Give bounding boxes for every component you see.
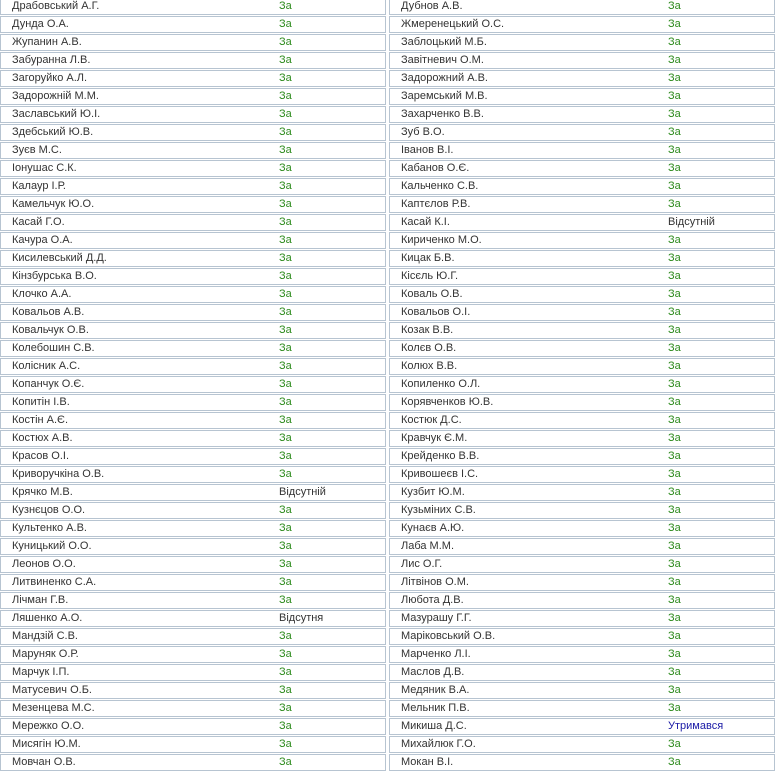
deputy-name: Жмеренецький О.С. xyxy=(401,18,505,30)
table-row xyxy=(389,196,775,213)
table-row xyxy=(389,700,775,717)
table-row xyxy=(389,718,775,735)
deputy-name: Дунда О.А. xyxy=(12,18,69,30)
deputy-name: Драбовський А.Г. xyxy=(12,0,100,12)
deputy-name: Копанчук О.Є. xyxy=(12,378,85,390)
table-row xyxy=(389,0,775,15)
vote-result: За xyxy=(279,594,292,606)
deputy-name: Ковальов О.І. xyxy=(401,306,471,318)
deputy-name: Марченко Л.І. xyxy=(401,648,471,660)
vote-result: За xyxy=(279,306,292,318)
deputy-name: Заблоцький М.Б. xyxy=(401,36,487,48)
vote-result: За xyxy=(279,342,292,354)
vote-result: За xyxy=(668,270,681,282)
vote-result: За xyxy=(279,288,292,300)
table-row xyxy=(389,16,775,33)
vote-result: За xyxy=(668,36,681,48)
vote-result: За xyxy=(668,576,681,588)
vote-result: За xyxy=(668,414,681,426)
table-row xyxy=(389,664,775,681)
vote-result: За xyxy=(279,702,292,714)
vote-result: За xyxy=(668,432,681,444)
table-row xyxy=(0,664,386,681)
table-row xyxy=(0,88,386,105)
table-row xyxy=(389,556,775,573)
vote-result: За xyxy=(279,18,292,30)
table-row xyxy=(0,250,386,267)
table-row xyxy=(389,106,775,123)
deputy-name: Козак В.В. xyxy=(401,324,454,336)
deputy-name: Камельчук Ю.О. xyxy=(12,198,95,210)
deputy-name: Кальченко С.В. xyxy=(401,180,479,192)
table-row xyxy=(0,304,386,321)
table-row xyxy=(0,502,386,519)
deputy-name: Крейденко В.В. xyxy=(401,450,480,462)
vote-result: За xyxy=(668,252,681,264)
vote-result: За xyxy=(279,738,292,750)
deputy-name: Кузьміних С.В. xyxy=(401,504,476,516)
table-row xyxy=(0,754,386,771)
deputy-name: Кунаєв А.Ю. xyxy=(401,522,465,534)
vote-result: За xyxy=(668,450,681,462)
vote-result: За xyxy=(668,522,681,534)
table-row xyxy=(0,592,386,609)
table-row xyxy=(0,682,386,699)
table-row xyxy=(389,484,775,501)
table-row xyxy=(0,286,386,303)
table-row xyxy=(0,124,386,141)
vote-result: Відсутня xyxy=(279,612,324,624)
deputy-name: Колебошин С.В. xyxy=(12,342,95,354)
deputy-name: Колісник А.С. xyxy=(12,360,81,372)
table-row xyxy=(0,412,386,429)
deputy-name: Зуб В.О. xyxy=(401,126,445,138)
table-row xyxy=(389,592,775,609)
vote-result: За xyxy=(668,360,681,372)
deputy-name: Касай Г.О. xyxy=(12,216,65,228)
deputy-name: Колєв О.В. xyxy=(401,342,457,354)
table-row xyxy=(389,268,775,285)
table-row xyxy=(0,16,386,33)
table-row xyxy=(389,394,775,411)
table-row xyxy=(389,214,775,231)
deputy-name: Любота Д.В. xyxy=(401,594,464,606)
deputy-name: Заславський Ю.І. xyxy=(12,108,101,120)
table-row xyxy=(0,466,386,483)
vote-result: За xyxy=(668,126,681,138)
vote-result: За xyxy=(279,540,292,552)
table-row xyxy=(0,340,386,357)
table-row xyxy=(389,34,775,51)
deputy-name: Дубнов А.В. xyxy=(401,0,463,12)
vote-result: За xyxy=(279,576,292,588)
table-row xyxy=(0,484,386,501)
table-row xyxy=(0,556,386,573)
deputy-name: Загоруйко А.Л. xyxy=(12,72,88,84)
vote-result: За xyxy=(668,90,681,102)
vote-result: За xyxy=(279,558,292,570)
vote-result: За xyxy=(279,180,292,192)
table-row xyxy=(0,160,386,177)
deputy-name: Мовчан О.В. xyxy=(12,756,76,768)
table-row xyxy=(389,124,775,141)
vote-result: За xyxy=(668,504,681,516)
vote-result: За xyxy=(279,324,292,336)
table-row xyxy=(0,430,386,447)
deputy-name: Марчук І.П. xyxy=(12,666,70,678)
vote-result: За xyxy=(279,198,292,210)
vote-result: За xyxy=(668,378,681,390)
table-row xyxy=(0,322,386,339)
vote-result: Відсутній xyxy=(279,486,326,498)
table-row xyxy=(389,646,775,663)
vote-result: За xyxy=(668,306,681,318)
vote-result: За xyxy=(668,702,681,714)
vote-result: За xyxy=(279,450,292,462)
table-row xyxy=(0,358,386,375)
table-row xyxy=(389,466,775,483)
deputy-name: Микиша Д.С. xyxy=(401,720,467,732)
vote-result: За xyxy=(668,468,681,480)
table-row xyxy=(389,160,775,177)
deputy-name: Жупанин А.В. xyxy=(12,36,82,48)
vote-result: За xyxy=(668,756,681,768)
table-row xyxy=(389,430,775,447)
vote-result: За xyxy=(279,0,292,12)
deputy-name: Качура О.А. xyxy=(12,234,73,246)
vote-result: За xyxy=(279,108,292,120)
deputy-name: Кабанов О.Є. xyxy=(401,162,470,174)
table-row xyxy=(389,178,775,195)
vote-result: За xyxy=(668,18,681,30)
deputy-name: Кравчук Є.М. xyxy=(401,432,468,444)
deputy-name: Кривошеєв І.С. xyxy=(401,468,479,480)
table-row xyxy=(0,196,386,213)
table-row xyxy=(0,448,386,465)
table-row xyxy=(0,718,386,735)
vote-result: За xyxy=(279,126,292,138)
table-row xyxy=(0,538,386,555)
vote-result: За xyxy=(279,216,292,228)
deputy-name: Ляшенко А.О. xyxy=(12,612,83,624)
table-row xyxy=(389,628,775,645)
deputy-name: Кицак Б.В. xyxy=(401,252,455,264)
table-row xyxy=(389,340,775,357)
vote-result: За xyxy=(668,288,681,300)
vote-result: За xyxy=(279,468,292,480)
table-row xyxy=(0,232,386,249)
deputy-name: Лаба М.М. xyxy=(401,540,454,552)
deputy-name: Задорожний А.В. xyxy=(401,72,488,84)
deputy-name: Культенко А.В. xyxy=(12,522,87,534)
vote-result: За xyxy=(668,342,681,354)
vote-result: За xyxy=(668,648,681,660)
deputy-name: Маслов Д.В. xyxy=(401,666,465,678)
table-row xyxy=(389,70,775,87)
vote-result: За xyxy=(668,666,681,678)
vote-result: За xyxy=(279,630,292,642)
deputy-name: Ковальов А.В. xyxy=(12,306,85,318)
table-row xyxy=(0,106,386,123)
vote-result: За xyxy=(279,684,292,696)
vote-result: За xyxy=(279,648,292,660)
vote-result: Утримався xyxy=(668,720,724,732)
table-row xyxy=(389,88,775,105)
table-row xyxy=(389,610,775,627)
deputy-name: Медяник В.А. xyxy=(401,684,470,696)
vote-result: За xyxy=(279,36,292,48)
deputy-name: Каптєлов Р.В. xyxy=(401,198,471,210)
vote-table-left xyxy=(0,0,386,772)
vote-result: За xyxy=(668,0,681,12)
table-row xyxy=(389,736,775,753)
table-row xyxy=(0,610,386,627)
vote-result: За xyxy=(279,504,292,516)
vote-result: За xyxy=(668,324,681,336)
deputy-name: Кузбит Ю.М. xyxy=(401,486,465,498)
table-row xyxy=(389,412,775,429)
deputy-name: Мережко О.О. xyxy=(12,720,85,732)
table-row xyxy=(0,574,386,591)
deputy-name: Кириченко М.О. xyxy=(401,234,482,246)
deputy-name: Лис О.Г. xyxy=(401,558,443,570)
deputy-name: Мезенцева М.С. xyxy=(12,702,95,714)
deputy-name: Корявченков Ю.В. xyxy=(401,396,494,408)
deputy-name: Мокан В.І. xyxy=(401,756,454,768)
deputy-name: Захарченко В.В. xyxy=(401,108,484,120)
table-row xyxy=(0,0,386,15)
table-row xyxy=(0,52,386,69)
table-row xyxy=(389,682,775,699)
deputy-name: Красов О.І. xyxy=(12,450,70,462)
vote-result: За xyxy=(279,234,292,246)
vote-result: За xyxy=(668,162,681,174)
deputy-name: Завітневич О.М. xyxy=(401,54,484,66)
vote-table-right xyxy=(389,0,775,772)
table-row xyxy=(0,214,386,231)
vote-result: За xyxy=(668,684,681,696)
deputy-name: Ковальчук О.В. xyxy=(12,324,89,336)
table-row xyxy=(0,268,386,285)
deputy-name: Маріковський О.В. xyxy=(401,630,496,642)
table-row xyxy=(389,376,775,393)
deputy-name: Коваль О.В. xyxy=(401,288,463,300)
vote-result: За xyxy=(279,270,292,282)
table-row xyxy=(0,178,386,195)
vote-result: За xyxy=(668,144,681,156)
deputy-name: Михайлюк Г.О. xyxy=(401,738,476,750)
deputy-name: Забуранна Л.В. xyxy=(12,54,91,66)
deputy-name: Заремський М.В. xyxy=(401,90,488,102)
vote-result: За xyxy=(279,252,292,264)
table-row xyxy=(0,34,386,51)
deputy-name: Крячко М.В. xyxy=(12,486,73,498)
table-row xyxy=(0,628,386,645)
deputy-name: Куницький О.О. xyxy=(12,540,92,552)
vote-result: За xyxy=(668,54,681,66)
deputy-name: Мисягін Ю.М. xyxy=(12,738,81,750)
vote-result: За xyxy=(279,432,292,444)
vote-result: За xyxy=(668,108,681,120)
deputy-name: Леонов О.О. xyxy=(12,558,76,570)
vote-result: За xyxy=(279,360,292,372)
deputy-name: Лічман Г.В. xyxy=(12,594,69,606)
table-row xyxy=(389,250,775,267)
deputy-name: Костюх А.В. xyxy=(12,432,73,444)
table-row xyxy=(0,70,386,87)
table-row xyxy=(389,502,775,519)
deputy-name: Зуєв М.С. xyxy=(12,144,62,156)
table-row xyxy=(389,574,775,591)
vote-result: За xyxy=(668,198,681,210)
deputy-name: Кінзбурська В.О. xyxy=(12,270,97,282)
table-row xyxy=(389,232,775,249)
table-row xyxy=(0,520,386,537)
deputy-name: Іонушас С.К. xyxy=(12,162,77,174)
vote-result: За xyxy=(668,540,681,552)
vote-result: За xyxy=(279,90,292,102)
vote-result: За xyxy=(668,738,681,750)
vote-result: За xyxy=(668,72,681,84)
deputy-name: Мельник П.В. xyxy=(401,702,470,714)
vote-result: За xyxy=(668,234,681,246)
vote-result: За xyxy=(279,144,292,156)
deputy-name: Колюх В.В. xyxy=(401,360,458,372)
table-row xyxy=(0,646,386,663)
vote-result: За xyxy=(668,396,681,408)
deputy-name: Литвиненко С.А. xyxy=(12,576,97,588)
vote-result: За xyxy=(279,54,292,66)
vote-result: За xyxy=(668,630,681,642)
table-row xyxy=(389,538,775,555)
vote-result: За xyxy=(279,522,292,534)
vote-result: За xyxy=(279,378,292,390)
deputy-name: Матусевич О.Б. xyxy=(12,684,92,696)
vote-result: За xyxy=(279,162,292,174)
vote-result: За xyxy=(279,414,292,426)
table-row xyxy=(0,736,386,753)
vote-result: За xyxy=(279,72,292,84)
table-row xyxy=(389,322,775,339)
vote-result: За xyxy=(668,594,681,606)
deputy-name: Кузнєцов О.О. xyxy=(12,504,86,516)
table-row xyxy=(389,358,775,375)
deputy-name: Літвінов О.М. xyxy=(401,576,469,588)
deputy-name: Мазурашу Г.Г. xyxy=(401,612,472,624)
vote-result: Відсутній xyxy=(668,216,715,228)
vote-result: За xyxy=(279,396,292,408)
vote-result: За xyxy=(279,666,292,678)
deputy-name: Кисилевський Д.Д. xyxy=(12,252,107,264)
table-row xyxy=(0,700,386,717)
table-row xyxy=(0,142,386,159)
vote-result: За xyxy=(668,486,681,498)
vote-result: За xyxy=(668,612,681,624)
deputy-name: Копиленко О.Л. xyxy=(401,378,481,390)
deputy-name: Костюк Д.С. xyxy=(401,414,462,426)
table-row xyxy=(389,754,775,771)
deputy-name: Мандзій С.В. xyxy=(12,630,78,642)
deputy-name: Маруняк О.Р. xyxy=(12,648,79,660)
table-row xyxy=(389,520,775,537)
deputy-name: Касай К.І. xyxy=(401,216,450,228)
deputy-name: Калаур І.Р. xyxy=(12,180,66,192)
table-row xyxy=(389,448,775,465)
deputy-name: Здебський Ю.В. xyxy=(12,126,94,138)
table-row xyxy=(0,376,386,393)
table-row xyxy=(389,304,775,321)
table-row xyxy=(389,52,775,69)
deputy-name: Криворучкіна О.В. xyxy=(12,468,105,480)
deputy-name: Костін А.Є. xyxy=(12,414,68,426)
deputy-name: Копитін І.В. xyxy=(12,396,70,408)
vote-result: За xyxy=(279,720,292,732)
table-row xyxy=(389,286,775,303)
table-row xyxy=(0,394,386,411)
deputy-name: Клочко А.А. xyxy=(12,288,72,300)
deputy-name: Кісєль Ю.Г. xyxy=(401,270,459,282)
table-row xyxy=(389,142,775,159)
deputy-name: Задорожній М.М. xyxy=(12,90,99,102)
vote-result: За xyxy=(668,558,681,570)
vote-result: За xyxy=(279,756,292,768)
deputy-name: Іванов В.І. xyxy=(401,144,454,156)
vote-result: За xyxy=(668,180,681,192)
